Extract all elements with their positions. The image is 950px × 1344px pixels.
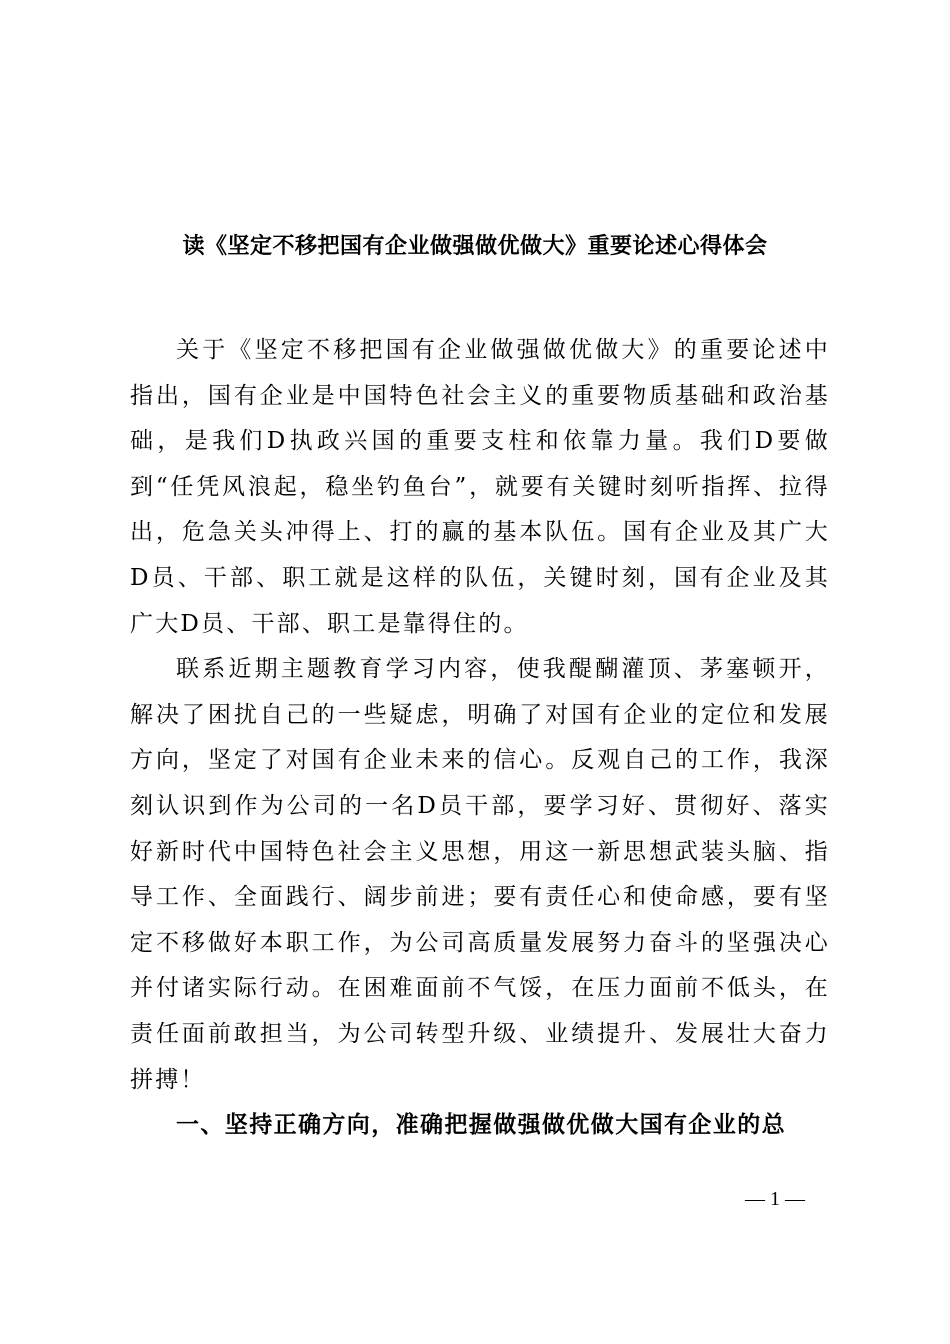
paragraph-1: 关于《坚定不移把国有企业做强做优做大》的重要论述中指出，国有企业是中国特色社会主义的重要物质基础和政治基础，是我们D执政兴国的重要支柱和依靠力量。我们D要做到“任凭风浪起，稳坐钓鱼台”，就要有关键时刻听指挥、拉得出，危急关头冲得上、打的赢的基本队伍。国有企业及其广大D员、干部、职工就是这样的队伍，关键时刻，国有企业及其广大D员、干部、职工是靠得住的。 bbox=[130, 337, 830, 637]
paragraph-2: 联系近期主题教育学习内容，使我醍醐灌顶、茅塞顿开，解决了困扰自己的一些疑虑，明确了对国有企业的定位和发展方向，坚定了对国有企业未来的信心。反观自己的工作，我深刻认识到作为公司的一名D员干部，要学习好、贯彻好、落实好新时代中国特色社会主义思想，用这一新思想武装头脑、指导工作、全面践行、阔步前进；要有责任心和使命感，要有坚定不移做好本职工作，为公司高质量发展努力奋斗的坚强决心并付诸实际行动。在困难面前不气馁，在压力面前不低头，在责任面前敢担当，为公司转型升级、业绩提升、发展壮大奋力拼搏！ bbox=[130, 656, 830, 1093]
page-number: — 1 — bbox=[745, 1188, 805, 1210]
document-title: 读《坚定不移把国有企业做强做优做大》重要论述心得体会 bbox=[182, 234, 768, 259]
section-heading: 一、坚持正确方向，准确把握做强做优做大国有企业的总 bbox=[176, 1112, 786, 1139]
document-body bbox=[130, 328, 830, 1149]
